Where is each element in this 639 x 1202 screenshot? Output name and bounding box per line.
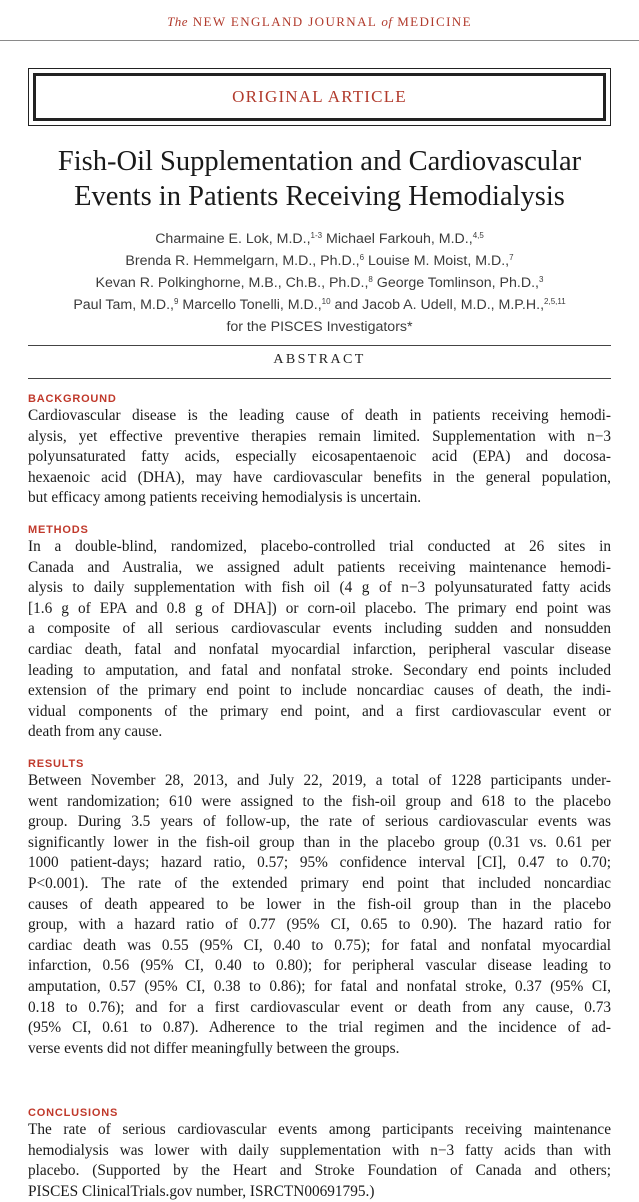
section-conclusions <box>28 1106 611 1202</box>
journal-masthead <box>0 14 639 30</box>
section-background <box>28 392 611 509</box>
author-line: Kevan R. Polkinghorne, M.B., Ch.B., Ph.D.,$^8$ George Tomlinson, Ph.D.,$^3$ <box>95 275 544 291</box>
journal-masthead-name-1: NEW ENGLAND JOURNAL <box>192 14 377 29</box>
abstract-bottom-rule <box>28 378 611 379</box>
section-heading: METHODS <box>28 524 89 536</box>
author-line: Charmaine E. Lok, M.D.,$^{1-3}$ Michael Farkouh, M.D.,$^{4,5}$ <box>155 231 484 247</box>
section-heading: BACKGROUND <box>28 393 117 405</box>
abstract-top-rule <box>28 345 611 346</box>
journal-masthead-the: The <box>167 14 189 29</box>
journal-masthead-of: of <box>381 14 393 29</box>
article-title-line: Fish-Oil Supplementation and Cardiovascular <box>57 146 582 177</box>
journal-masthead-name-2: MEDICINE <box>397 14 472 29</box>
section-results <box>28 757 611 1059</box>
abstract-label: ABSTRACT <box>273 352 366 367</box>
article-title-line: Events in Patients Receiving Hemodialysis <box>74 181 565 212</box>
author-list <box>10 228 629 338</box>
section-heading: RESULTS <box>28 758 85 770</box>
section-body: Between November 28, 2013, and July 22, 2019, a total of 1228 participants under- went randomization; 610 were assigned to the fish-oil group and 618 to the placebo group. During 3.5 years of follow-up, the rate of serious cardiovascular events was significantly lower in the fish-oil group than in the placebo group (0.31 vs. 0.61 per 1000 patient-days; hazard ratio, 0.57; 95% confidence interval [CI], 0.47 to 0.70; P<0.001). The rate of the extended primary end point that included noncardiac causes of death appeared to be lower in the fish-oil group than in the placebo group, with a hazard ratio of 0.77 (95% CI, 0.65 to 0.90). The hazard ratio for cardiac death was 0.55 (95% CI, 0.40 to 0.75); for fatal and nonfatal myocardial infarction, 0.56 (95% CI, 0.40 to 0.80); for peripheral vascular disease leading to amputation, 0.57 (95% CI, 0.38 to 0.86); for fatal and nonfatal stroke, 0.37 (95% CI, 0.18 to 0.76); and for a first cardiovascular event or death from any cause, 0.73 (95% CI, 0.61 to 0.87). Adherence to the trial regimen and the incidence of ad- verse events did not differ meaningfully between the groups. <box>28 772 611 1057</box>
author-line: Paul Tam, M.D.,$^9$ Marcello Tonelli, M.D.,$^{10}$ and Jacob A. Udell, M.D., M.P.H.,$^{2,5,11}$ <box>73 297 566 313</box>
author-line: Brenda R. Hemmelgarn, M.D., Ph.D.,$^6$ Louise M. Moist, M.D.,$^7$ <box>125 253 514 269</box>
section-heading: CONCLUSIONS <box>28 1107 119 1119</box>
investigators-line: for the PISCES Investigators* <box>226 319 413 335</box>
section-body: Cardiovascular disease is the leading cause of death in patients receiving hemodi- alysis, yet effective preventive therapies remain limited. Supplementation with n−3 polyunsaturated fatty acids, especially eicosapentaenoic acid (EPA) and docosa- hexaenoic acid (DHA), may have cardiovascular benefits in the general population, but efficacy among patients receiving hemodialysis is uncertain. <box>28 407 611 507</box>
section-methods <box>28 523 611 743</box>
article-title <box>20 144 619 214</box>
masthead-rule <box>0 40 639 41</box>
section-body: In a double-blind, randomized, placebo-controlled trial conducted at 26 sites in Canada and Australia, we assigned adult patients receiving maintenance hemodi- alysis to daily supplementation with fish oil (4 g of n−3 polyunsaturated fatty acids [1.6 g of EPA and 0.8 g of DHA]) or corn-oil placebo. The primary end point was a composite of all serious cardiovascular events including sudden and nonsudden cardiac death, fatal and nonfatal myocardial infarction, peripheral vascular disease leading to amputation, and fatal and nonfatal stroke. Secondary end points included extension of the primary end point to include noncardiac causes of death, the indi- vidual components of the primary end point, and a first cardiovascular event or death from any cause. <box>28 538 611 741</box>
section-body: The rate of serious cardiovascular events among participants receiving maintenance hemodialysis was lower with daily supplementation with n−3 fatty acids than with placebo. (Supported by the Heart and Stroke Foundation of Canada and others; PISCES ClinicalTrials.gov number, ISRCTN00691795.) <box>28 1121 611 1200</box>
article-type-box <box>28 68 611 126</box>
article-type-label: ORIGINAL ARTICLE <box>232 87 407 106</box>
